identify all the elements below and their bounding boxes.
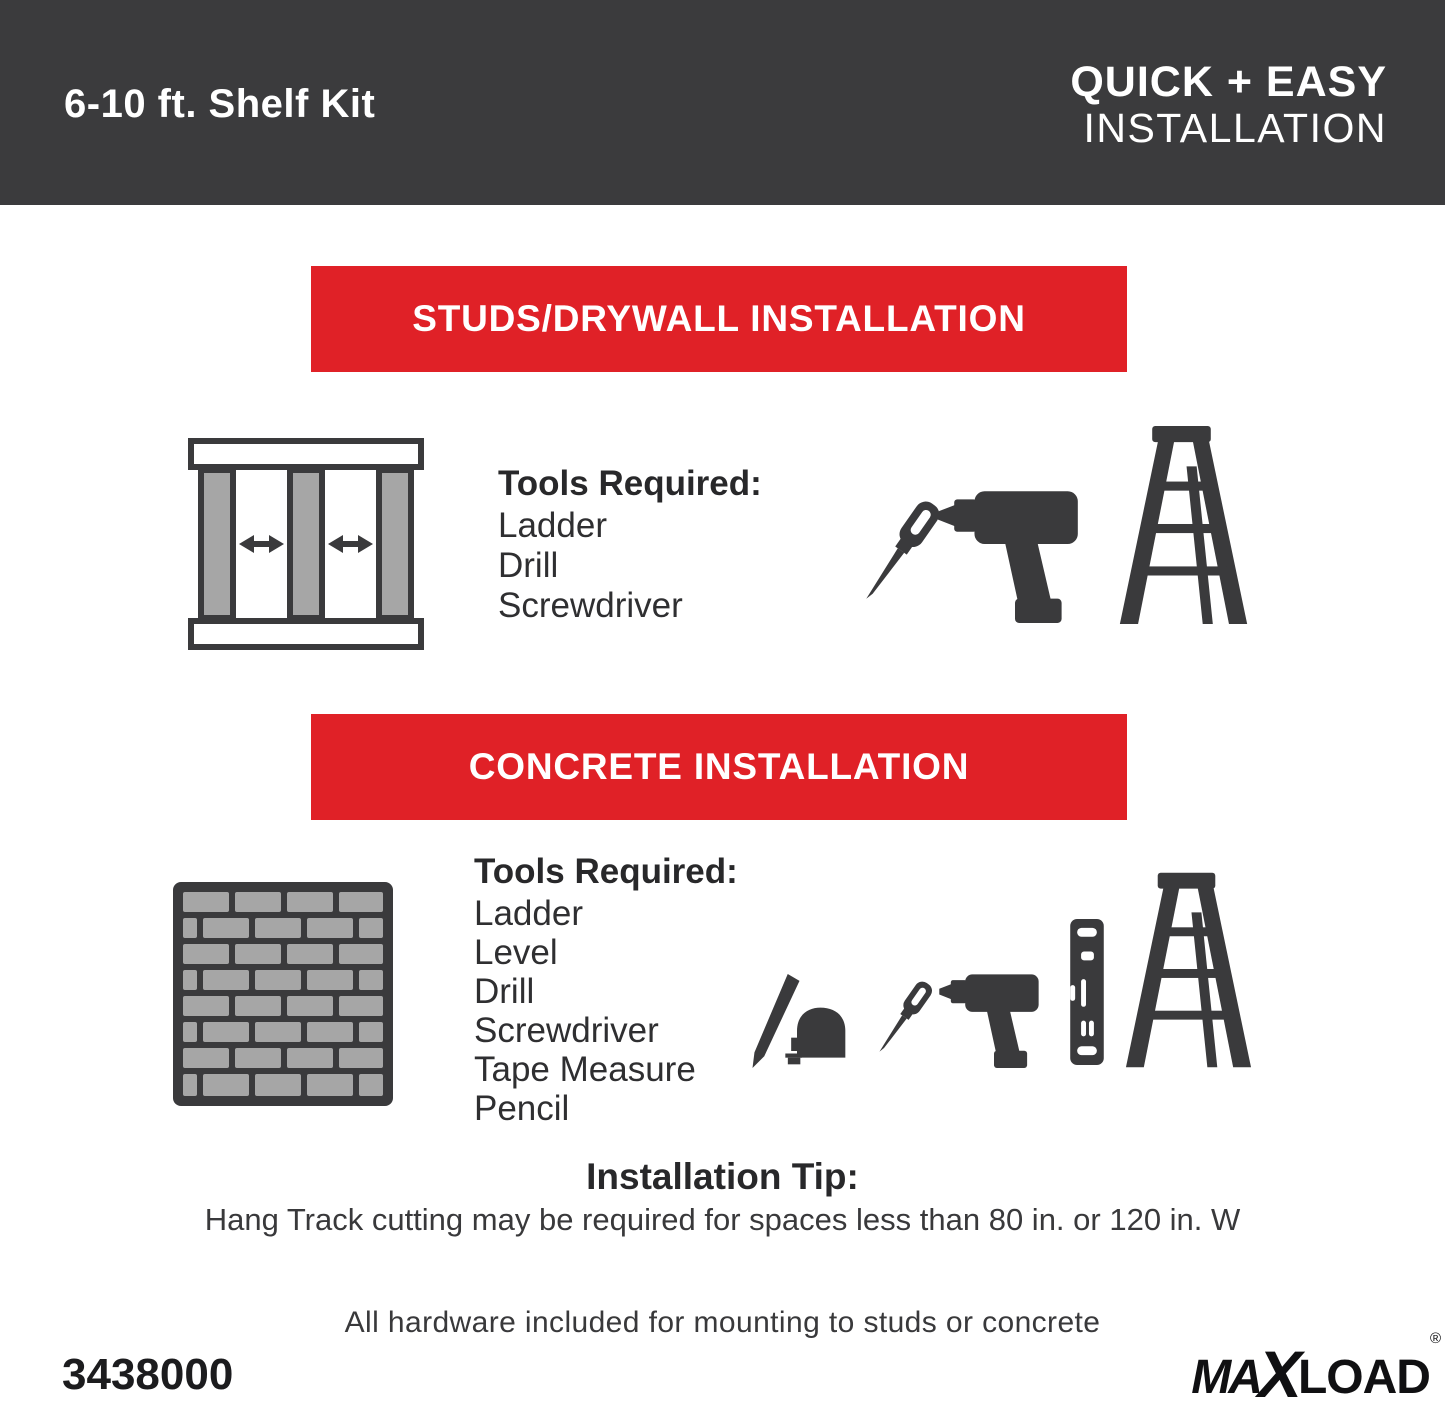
registered-trademark: ® [1429, 1330, 1441, 1347]
tool-item: Drill [474, 972, 535, 1011]
tagline-installation: INSTALLATION [1083, 105, 1387, 152]
installation-tip-heading: Installation Tip: [586, 1156, 859, 1197]
level-icon [1068, 918, 1106, 1066]
ladder-icon [1112, 426, 1252, 624]
brand-load-text: LOAD [1297, 1351, 1430, 1404]
tool-item: Tape Measure [474, 1050, 696, 1089]
studs-drywall-banner: STUDS/DRYWALL INSTALLATION [311, 266, 1127, 372]
screwdriver-icon [872, 968, 934, 1068]
maxload-logo [1191, 1330, 1441, 1411]
concrete-tools-list [474, 850, 738, 1128]
tape-measure-icon [780, 1006, 864, 1066]
tagline-quick-easy: QUICK + EASY [1070, 58, 1387, 106]
header-tagline [1070, 58, 1387, 152]
sku-number: 3438000 [62, 1350, 234, 1399]
tool-item: Drill [498, 546, 559, 585]
tool-item: Pencil [474, 1089, 570, 1128]
brand-x-text: X [1257, 1337, 1302, 1411]
brand-ma-text: MA [1191, 1351, 1260, 1404]
screwdriver-icon [856, 474, 942, 630]
tools-required-label: Tools Required: [474, 852, 738, 891]
tool-item: Screwdriver [498, 586, 683, 625]
concrete-banner: CONCRETE INSTALLATION [311, 714, 1127, 820]
product-title: 6-10 ft. Shelf Kit [64, 82, 376, 126]
hardware-note: All hardware included for mounting to studs or concrete [344, 1306, 1101, 1339]
tool-item: Level [474, 933, 558, 972]
drill-icon [938, 470, 1092, 624]
header-bar [0, 0, 1445, 205]
tool-item: Ladder [498, 506, 607, 545]
tool-item: Ladder [474, 894, 583, 933]
ladder-icon [1120, 872, 1254, 1068]
tool-item: Screwdriver [474, 1011, 659, 1050]
brick-wall-icon [173, 882, 393, 1106]
drill-icon [934, 960, 1054, 1068]
stud-wall-icon [188, 438, 424, 650]
installation-tip-body: Hang Track cutting may be required for spaces less than 80 in. or 120 in. W [204, 1202, 1241, 1237]
studs-tools-list [498, 462, 762, 626]
tools-required-label: Tools Required: [498, 464, 762, 503]
